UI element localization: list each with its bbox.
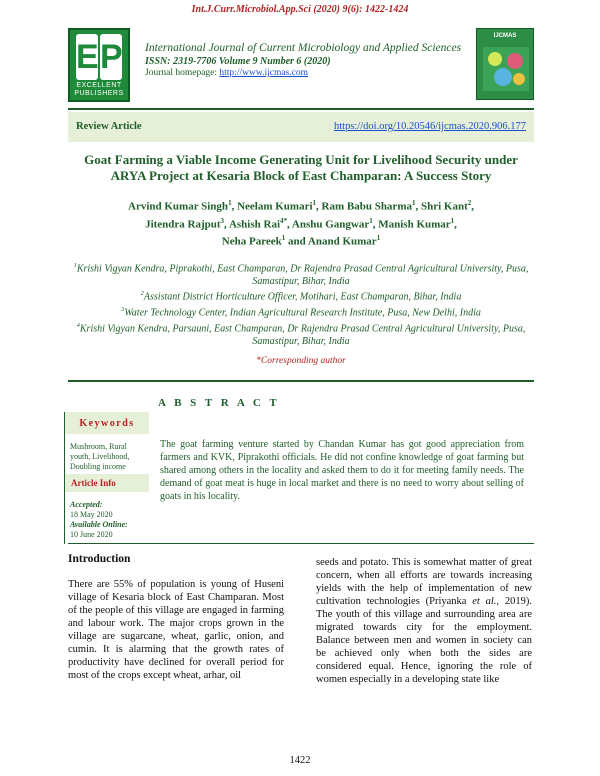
journal-name: International Journal of Current Microbiology and Applied Sciences	[145, 42, 462, 54]
author-sup: 1	[312, 199, 317, 207]
affiliation	[68, 304, 534, 320]
author-sup: 1	[281, 234, 286, 243]
author-sup: 1	[376, 234, 381, 243]
author-name: Shri Kant	[420, 200, 468, 213]
author-name: Jitendra Rajput	[145, 218, 221, 231]
article-info-heading: Article Info	[65, 474, 149, 492]
article-info-dates	[70, 500, 148, 540]
affiliation-sup: 3	[121, 306, 125, 314]
online-label: Available Online:	[70, 520, 128, 529]
accepted-label: Accepted:	[70, 500, 103, 509]
logo-letter-e: E	[76, 34, 98, 80]
journal-cover-thumbnail	[476, 28, 534, 100]
author-sup: 1	[369, 216, 373, 225]
journal-homepage	[145, 68, 470, 78]
article-type-label: Review Article	[76, 121, 142, 132]
author-sup: 4*	[280, 216, 287, 225]
introduction-heading: Introduction	[68, 553, 131, 565]
body-column-right	[316, 556, 532, 686]
author-sup: 1	[450, 216, 455, 225]
author-sup: 1	[411, 199, 416, 207]
article-title: Goat Farming a Viable Income Generating Unit for Livelihood Security under ARYA Project at Kesaria Block of East Champaran: A Success Story	[84, 152, 518, 183]
logo-text: EXCELLENT PUBLISHERS	[74, 82, 124, 97]
header-rule	[68, 108, 534, 110]
journal-info	[145, 42, 470, 78]
cover-art-icon	[483, 47, 529, 91]
issn-line: ISSN: 2319-7706 Volume 9 Number 6 (2020)	[145, 56, 331, 67]
online-date: 10 June 2020	[70, 530, 113, 539]
body-text: seeds and potato. This is somewhat matter of great concern, when all efforts are towards increasing yields with the help of implementation of new cultivation technologies (Priyanka	[316, 557, 532, 607]
doi-link[interactable]: https://doi.org/10.20546/ijcmas.2020.906.177	[333, 121, 526, 132]
corresponding-author-note: *Corresponding author	[256, 356, 346, 366]
affiliation	[68, 320, 534, 348]
cover-title: IJCMAS	[493, 33, 517, 39]
keywords-heading: Keywords	[65, 412, 149, 434]
affiliation	[68, 288, 534, 304]
abstract-body: The goat farming venture started by Chandan Kumar has got good appreciation from farmers and KVK, Piprakothi officials. He did not confine knowledge of goat farming but shared among others in the locality and asked them to do it for meeting family needs. The demand of goat meat is huge in local market and there is no need to worry about selling of goats in his locality.	[160, 439, 524, 502]
logo-letter-p: P	[100, 34, 122, 80]
author-sup: 1	[228, 199, 232, 207]
body-text: 2019). The youth of this village and surrounding area are migrated towards city for the employment. Balance between men and women in society can be achieved only when both the sides are considered equal. Hence, ignoring the role of women especially in a developing state like	[316, 596, 532, 685]
author-name: Neelam Kumari	[237, 200, 313, 213]
affiliation-sup: 1	[73, 262, 77, 269]
author-sup: 2	[467, 199, 472, 207]
author-name: Arvind Kumar Singh	[128, 200, 229, 213]
affiliation-sup: 4	[76, 321, 80, 329]
author-list: Arvind Kumar Singh$^1$, Neelam Kumari$^1$, Ram Babu Sharma$^1$, Shri Kant$^2$, Jitendra Rajput$^3$, Ashish Rai$^{4*}$, Anshu Gangwar$^1$, Manish Kumar$^1$, Neha Pareek$^1$ and Anand Kumar$^1$	[128, 199, 474, 248]
author-name: Ram Babu Sharma	[321, 200, 412, 213]
homepage-label: Journal homepage:	[145, 68, 220, 78]
accepted-date: 18 May 2020	[70, 510, 113, 519]
author-name: Manish Kumar	[378, 218, 451, 231]
affiliation-list	[68, 260, 534, 348]
homepage-link[interactable]: http://www.ijcmas.com	[219, 68, 308, 78]
affiliation-text: Assistant District Horticulture Officer, Motihari, East Champaran, Bihar, India	[143, 291, 462, 303]
page-number: 1422	[289, 755, 311, 766]
author-name: Anand Kumar	[307, 235, 377, 248]
affiliation-sup: 2	[140, 290, 144, 298]
author-name: Neha Pareek	[221, 235, 282, 248]
author-sup: 3	[220, 216, 225, 225]
article-sidebar	[64, 412, 148, 544]
publisher-logo	[68, 28, 130, 102]
affiliation	[68, 260, 534, 288]
author-name: Ashish Rai	[228, 218, 280, 231]
running-head: Int.J.Curr.Microbiol.App.Sci (2020) 9(6): 1422-1424	[191, 4, 409, 15]
body-column-left: There are 55% of population is young of Huseni village of Kesaria block of East Champaran. Most of the people of this village are engaged in farming and labour work. The major crops grown in the village are sugarcane, wheat, garlic, onion, and cumin. It is alarming that the growth rates of productivity have declined for overall period for most of the crops except wheat, arhar, oil	[68, 579, 284, 681]
abstract-bottom-rule	[68, 543, 534, 544]
affiliation-text: Krishi Vigyan Kendra, Piprakothi, East Champaran, Dr Rajendra Prasad Central Agricultural University, Pusa, Samastipur, Bihar, India	[76, 263, 529, 287]
affiliation-text: Krishi Vigyan Kendra, Parsauni, East Champaran, Dr Rajendra Prasad Central Agricultural University, Pusa, Samastipur, Bihar, India	[79, 323, 526, 347]
affiliation-text: Water Technology Center, Indian Agricultural Research Institute, Pusa, New Delhi, India	[124, 307, 481, 319]
keywords-text: Mushroom, Rural youth, Livelihood, Doubling income	[70, 442, 130, 471]
citation-etal: et al.,	[472, 596, 500, 607]
author-name: Anshu Gangwar	[291, 218, 370, 231]
abstract-heading: A B S T R A C T	[158, 397, 280, 409]
abstract-rule	[68, 380, 534, 382]
